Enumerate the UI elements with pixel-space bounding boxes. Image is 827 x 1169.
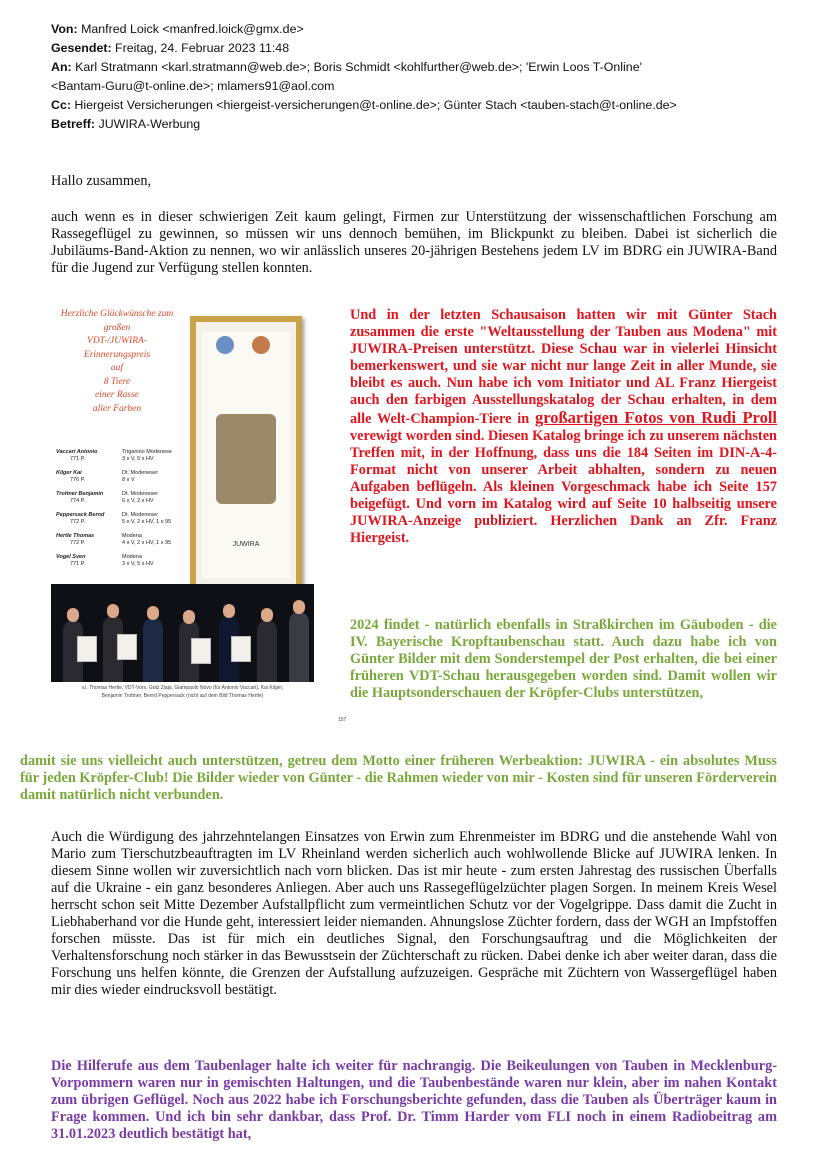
- winner-result: 5 x V, 2 x HV, 1 x 95: [122, 519, 172, 525]
- winner-result: 8 x V: [122, 477, 135, 483]
- sent-label: Gesendet:: [51, 41, 112, 55]
- logo-icon: [216, 336, 234, 354]
- to-label: An:: [51, 60, 72, 74]
- to-row-cont: [51, 77, 781, 96]
- person-head: [107, 604, 119, 618]
- to-row: [51, 58, 781, 77]
- person-head: [147, 606, 159, 620]
- paragraph-red: [350, 307, 777, 547]
- photo-caption: [51, 684, 314, 700]
- winner-name: Kilger Kai: [56, 470, 82, 476]
- winner-row: [56, 491, 186, 505]
- red-text-highlight: großartigen Fotos von Rudi Proll: [534, 408, 778, 427]
- winner-name: Trottner Benjamin: [56, 491, 104, 497]
- winner-row: [56, 512, 186, 526]
- cc-row: [51, 96, 781, 115]
- winner-points: 772 P.: [70, 540, 86, 546]
- cc-value[interactable]: Hiergeist Versicherungen <hiergeist-versicherungen@t-online.de>; Günter Stach <tauben-stach@t-online.de>: [74, 98, 677, 112]
- paragraph-intro: auch wenn es in dieser schwierigen Zeit kaum gelingt, Firmen zur Unterstützung der wissenschaftlichen Forschung am Rassegeflügel zu gewinnen, so müssen wir uns dennoch bemühen, im Blickpunkt zu bleiben. Dabei ist sicherlich die Jubiläums-Band-Aktion zu nennen, wo wir anlässlich unseres 20-jährigen Bestehens jedem LV im BDRG ein JUWIRA-Band für die Jugend zur Verfügung stellen konnten.: [51, 209, 777, 276]
- caption-line: v.l. Thomas Hertle, VDT-Vors. Götz Ziaja, Giampaolo Novo (für Antonio Vaccari), Kai Kilger,: [81, 685, 284, 691]
- paragraph-green-full: damit sie uns vielleicht auch unterstützen, getreu dem Motto einer früheren Werbeaktion: JUWIRA - ein absolutes Muss für jeden Kröpfer-Club! Die Bilder wieder von Günter - die Rahmen wieder von mir - Kosten sind für unseren Förderverein damit natürlich nicht verbunden.: [20, 753, 777, 803]
- to-value-line1[interactable]: Karl Stratmann <karl.stratmann@web.de>; Boris Schmidt <kohlfurther@web.de>; 'Erwin Loos T-Online': [75, 60, 642, 74]
- red-text-a: Und in der letzten Schausaison hatten wir mit Günter Stach zusammen die erste "Weltausstellung der Tauben aus Modena" mit JUWIRA-Preisen unterstützt. Diese Schau war in vielerlei Hinsicht bemerkenswert, und sie war nicht nur lange Zeit in aller Munde, sie bleibt es auch. Nun habe ich vom Initiator und AL Franz Hiergeist auch den farbigen Ausstellungskatalog der Schau erhalten, in dem alle Welt-Champion-Tiere in: [350, 307, 777, 427]
- winner-row: [56, 533, 186, 547]
- image-greeting: [56, 308, 178, 416]
- greeting: Hallo zusammen,: [51, 173, 152, 189]
- subject-label: Betreff:: [51, 117, 96, 131]
- winner-breed: Dt. Modeneser: [122, 491, 159, 497]
- subject-row: [51, 115, 781, 134]
- winner-name: Hertle Thomas: [56, 533, 95, 539]
- certificate-label: JUWIRA: [232, 541, 260, 548]
- sent-row: [51, 39, 781, 58]
- greeting-line: großen: [103, 322, 131, 333]
- winner-name: Vaccari Antonio: [56, 449, 98, 455]
- greeting-line: aller Farben: [92, 403, 142, 414]
- winner-result: 3 x V, 5 x HV: [122, 561, 154, 567]
- certificate-frame: [231, 636, 251, 662]
- greeting-line: VDT-/JUWIRA-: [87, 336, 147, 346]
- greeting-line: einer Rasse: [94, 390, 140, 400]
- person: [257, 620, 277, 682]
- certificate-frame: [117, 634, 137, 660]
- greeting-line: auf: [110, 363, 124, 373]
- logo-icon: [252, 336, 270, 354]
- paragraph-green-column: 2024 findet - natürlich ebenfalls in Straßkirchen im Gäuboden - die IV. Bayerische Kropftaubenschau statt. Auch dazu habe ich von Günter Bilder mit dem Sonderstempel der Post erhalten, die bei einer früheren VDT-Schau herausgegeben worden sind. Damit wollen wir die Hauptsonderschauen der Kröpfer-Clubs unterstützen,: [350, 617, 777, 701]
- winner-row: [56, 449, 186, 463]
- from-label: Von:: [51, 22, 78, 36]
- greeting-line: 8 Tiere: [103, 376, 131, 387]
- paragraph-main: Auch die Würdigung des jahrzehntelangen Einsatzes von Erwin zum Ehrenmeister im BDRG und die anstehende Wahl von Mario zum Tierschutzbeauftragten im LV Rheinland werden sicherlich auch wohlwollende Blicke auf JUWIRA lenken. In diesem Sinne wollen wir zuversichtlich nach vorn blicken. Das ist mir heute - zum ersten Jahrestag des russischen Überfalls auf die Ukraine - ein ganz besonderes Anliegen. Aber auch uns Rassegeflügelzüchter plagen Sorgen. In meinem Kreis Wesel herrscht schon seit Mitte Dezember Aufstallpflicht zum vermeintlichen Schutz vor der Vogelgrippe. Dass damit die Zucht in Liebhaberhand vor die Hunde geht, interessiert leider niemanden. Ahnungslose Züchter fordern, dass der WGH an Impfstoffen forschen müsste. Das ist für mich ein deutliches Signal, den Forschungsauftrag und die Möglichkeiten der Verhaltensforschung noch stärker in das Bewusstsein der Züchterschaft zu rücken. Dabei denke ich aber weiter daran, dass die Forschung uns helfen könnte, die Grenzen der Aufstallung aufzuzeigen. Gespräche mit Züchtern von Wassergeflügel haben mir dies wieder eindrucksvoll bestätigt.: [51, 829, 777, 998]
- red-text-b: verewigt worden sind. Diesen Katalog bringe ich zu unserem nächsten Treffen mit, in der Hoffnung, dass uns die 184 Seiten im DIN-A-4-Format nicht von unserer Arbeit abhalten, sondern zu neuen Aufgaben beflügeln. Als kleinen Vorgeschmack habe ich Seite 157 beigefügt. Und vorn im Katalog wird auf Seite 10 halbseitig unsere JUWIRA-Anzeige publiziert. Herzlichen Dank an Zfr. Franz Hiergeist.: [350, 428, 777, 546]
- winner-name: Vogel Sven: [56, 554, 86, 560]
- cc-label: Cc:: [51, 98, 71, 112]
- winner-name: Peppersack Bernd: [56, 512, 105, 518]
- pigeon-photos: [216, 414, 276, 504]
- winner-result: 3 x V, 5 x HV: [122, 456, 154, 462]
- winner-points: 774 P.: [70, 498, 86, 504]
- winner-result: 6 x V, 2 x HV: [122, 498, 154, 504]
- winner-breed: Dt. Modeneser: [122, 512, 159, 518]
- from-value[interactable]: Manfred Loick <manfred.loick@gmx.de>: [81, 22, 304, 36]
- caption-line: Benjamin Trottner, Bernd Peppersack (nicht auf dem Bild Thomas Hertle): [101, 693, 264, 699]
- winner-points: 776 P.: [70, 477, 86, 483]
- person-head: [223, 604, 235, 618]
- certificate-frame: [77, 636, 97, 662]
- paragraph-purple: Die Hilferufe aus dem Taubenlager halte ich weiter für nachrangig. Die Beikeulungen von Tauben in Mecklenburg-Vorpommern waren nur in gemischten Haltungen, und die Taubenbestände waren nur klein, aber im nahen Kontakt zum übrigen Geflügel. Noch aus 2022 habe ich Forschungsberichte gefunden, dass die Tauben als Überträger kaum in Frage kommen. Und ich bin sehr dankbar, dass Prof. Dr. Timm Harder vom FLI noch in einem Radiobeitrag am 31.01.2023 deutlich bestätigt hat,: [51, 1058, 777, 1142]
- person: [143, 618, 163, 682]
- winner-points: 772 P.: [70, 519, 86, 525]
- person-head: [67, 608, 79, 622]
- winner-breed: Triganino Modenese: [122, 449, 172, 455]
- person-head: [293, 600, 305, 614]
- group-photo: [51, 584, 314, 682]
- sent-value: Freitag, 24. Februar 2023 11:48: [115, 41, 290, 55]
- person: [289, 612, 309, 682]
- subject-value: JUWIRA-Werbung: [98, 117, 201, 131]
- certificate-paper: [202, 332, 290, 578]
- winner-points: 771 P.: [70, 561, 86, 567]
- to-value-line2[interactable]: <Bantam-Guru@t-online.de>; mlamers91@aol.com: [51, 79, 335, 93]
- person-head: [261, 608, 273, 622]
- winner-row: [56, 554, 186, 568]
- from-row: [51, 20, 781, 39]
- framed-certificate: [190, 316, 302, 594]
- winner-list: [56, 449, 186, 575]
- catalog-page-number: 157: [338, 717, 347, 723]
- winner-result: 4 x V, 2 x HV, 1 x 95: [122, 540, 172, 546]
- winner-breed: Modena: [122, 554, 142, 560]
- greeting-line: Erinnerungspreis: [83, 349, 151, 360]
- certificate-frame: [191, 638, 211, 664]
- greeting-line: Herzliche Glückwünsche zum: [60, 309, 174, 319]
- email-header: [51, 20, 781, 134]
- winner-points: 771 P.: [70, 456, 86, 462]
- winner-breed: Dt. Modeneser: [122, 470, 159, 476]
- winner-row: [56, 470, 186, 484]
- person-head: [183, 610, 195, 624]
- winner-breed: Modena: [122, 533, 142, 539]
